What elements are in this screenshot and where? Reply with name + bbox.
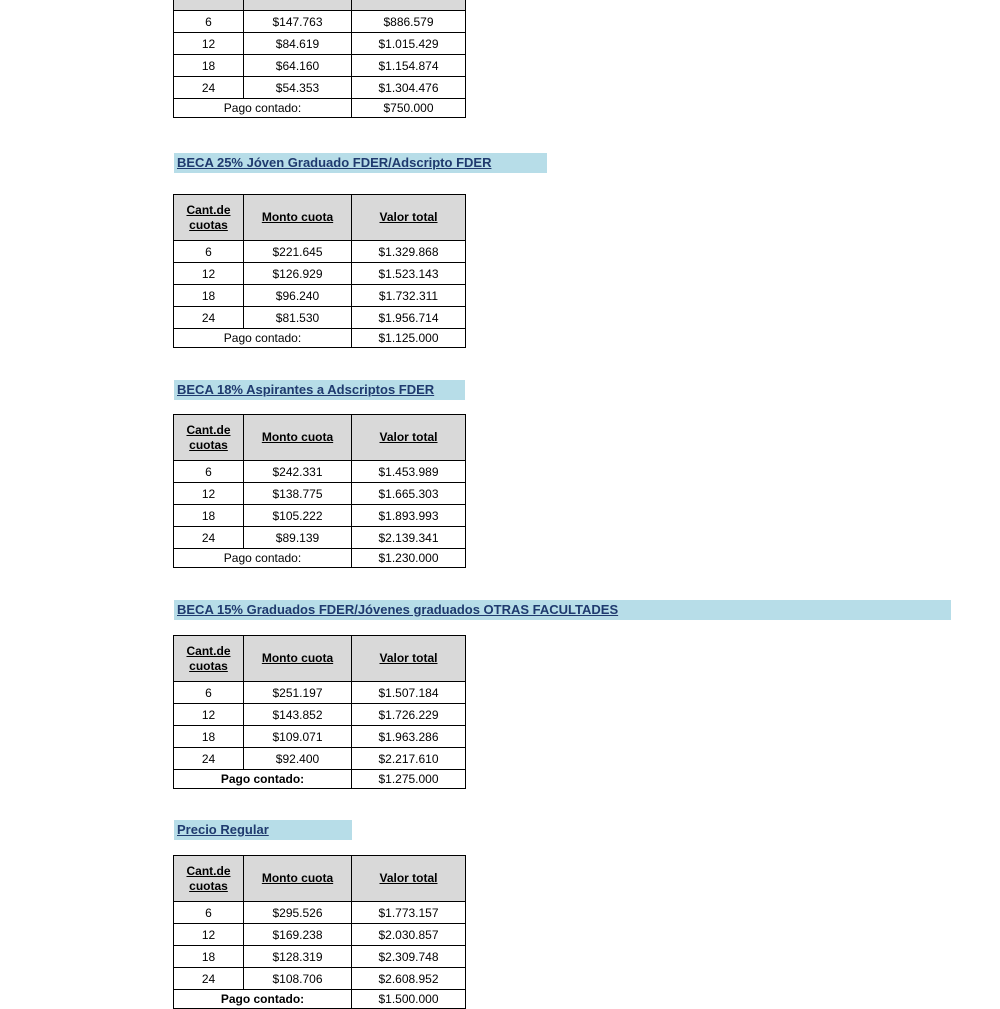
section-title xyxy=(174,153,547,173)
cell-monto: $89.139 xyxy=(244,527,352,549)
contado-value: $1.230.000 xyxy=(352,549,466,568)
cell-total: $1.304.476 xyxy=(352,77,466,99)
contado-label: Pago contado: xyxy=(174,549,352,568)
section-title xyxy=(174,380,465,400)
header-monto: Monto cuota xyxy=(244,856,352,902)
table-row xyxy=(174,946,466,968)
table-footer-row xyxy=(174,770,466,789)
price-table-0 xyxy=(173,0,466,118)
contado-value: $1.275.000 xyxy=(352,770,466,789)
header-cuotas: Cant.de cuotas xyxy=(174,415,244,461)
price-table-3 xyxy=(173,635,466,789)
table-footer-row xyxy=(174,990,466,1009)
cell-cuotas: 6 xyxy=(174,241,244,263)
cell-total: $886.579 xyxy=(352,11,466,33)
cell-cuotas: 24 xyxy=(174,968,244,990)
cell-total: $1.773.157 xyxy=(352,902,466,924)
header-cuotas xyxy=(174,0,244,11)
table-row xyxy=(174,527,466,549)
cell-total: $1.956.714 xyxy=(352,307,466,329)
contado-label: Pago contado: xyxy=(174,990,352,1009)
table-row xyxy=(174,726,466,748)
cell-cuotas: 18 xyxy=(174,946,244,968)
cell-cuotas: 6 xyxy=(174,682,244,704)
cell-total: $1.893.993 xyxy=(352,505,466,527)
header-monto xyxy=(244,0,352,11)
cell-total: $2.030.857 xyxy=(352,924,466,946)
table-row xyxy=(174,483,466,505)
table-row xyxy=(174,902,466,924)
table-footer-row xyxy=(174,99,466,118)
cell-cuotas: 6 xyxy=(174,461,244,483)
cell-monto: $295.526 xyxy=(244,902,352,924)
section-title-text: BECA 25% Jóven Graduado FDER/Adscripto FDER xyxy=(177,155,492,170)
cell-monto: $242.331 xyxy=(244,461,352,483)
price-table-2 xyxy=(173,414,466,568)
contado-label: Pago contado: xyxy=(174,99,352,118)
table-row xyxy=(174,461,466,483)
table-header-row xyxy=(174,856,466,902)
cell-monto: $105.222 xyxy=(244,505,352,527)
cell-monto: $81.530 xyxy=(244,307,352,329)
contado-value: $750.000 xyxy=(352,99,466,118)
cell-cuotas: 12 xyxy=(174,263,244,285)
table-row xyxy=(174,263,466,285)
header-cuotas: Cant.de cuotas xyxy=(174,636,244,682)
cell-monto: $251.197 xyxy=(244,682,352,704)
cell-monto: $64.160 xyxy=(244,55,352,77)
cell-monto: $143.852 xyxy=(244,704,352,726)
header-total: Valor total xyxy=(352,856,466,902)
cell-cuotas: 12 xyxy=(174,704,244,726)
cell-cuotas: 6 xyxy=(174,902,244,924)
table-row xyxy=(174,704,466,726)
cell-cuotas: 12 xyxy=(174,924,244,946)
cell-total: $1.154.874 xyxy=(352,55,466,77)
section-title xyxy=(174,820,352,840)
table-row xyxy=(174,307,466,329)
cell-total: $1.507.184 xyxy=(352,682,466,704)
cell-cuotas: 24 xyxy=(174,77,244,99)
header-total: Valor total xyxy=(352,415,466,461)
price-table-4 xyxy=(173,855,466,1009)
cell-cuotas: 12 xyxy=(174,483,244,505)
section-title xyxy=(174,600,951,620)
contado-label: Pago contado: xyxy=(174,329,352,348)
cell-monto: $147.763 xyxy=(244,11,352,33)
cell-total: $1.963.286 xyxy=(352,726,466,748)
table-row xyxy=(174,682,466,704)
table-footer-row xyxy=(174,549,466,568)
section-title-text: BECA 18% Aspirantes a Adscriptos FDER xyxy=(177,382,435,397)
table-row xyxy=(174,285,466,307)
table-row xyxy=(174,11,466,33)
header-total: Valor total xyxy=(352,195,466,241)
cell-cuotas: 24 xyxy=(174,527,244,549)
table-header-row xyxy=(174,415,466,461)
table-row xyxy=(174,924,466,946)
cell-monto: $126.929 xyxy=(244,263,352,285)
table-row xyxy=(174,241,466,263)
table-header-row xyxy=(174,0,466,11)
contado-value: $1.500.000 xyxy=(352,990,466,1009)
header-monto: Monto cuota xyxy=(244,195,352,241)
cell-total: $2.608.952 xyxy=(352,968,466,990)
cell-total: $1.665.303 xyxy=(352,483,466,505)
contado-value: $1.125.000 xyxy=(352,329,466,348)
table-header-row xyxy=(174,636,466,682)
table-row xyxy=(174,505,466,527)
header-total xyxy=(352,0,466,11)
cell-total: $1.453.989 xyxy=(352,461,466,483)
section-title-text: BECA 15% Graduados FDER/Jóvenes graduados OTRAS FACULTADES xyxy=(177,602,619,617)
cell-total: $1.329.868 xyxy=(352,241,466,263)
cell-total: $1.726.229 xyxy=(352,704,466,726)
cell-monto: $128.319 xyxy=(244,946,352,968)
cell-cuotas: 24 xyxy=(174,307,244,329)
cell-cuotas: 18 xyxy=(174,726,244,748)
table-header-row xyxy=(174,195,466,241)
header-cuotas: Cant.de cuotas xyxy=(174,195,244,241)
price-table-1 xyxy=(173,194,466,348)
header-cuotas: Cant.de cuotas xyxy=(174,856,244,902)
contado-label: Pago contado: xyxy=(174,770,352,789)
table-row xyxy=(174,748,466,770)
table-row xyxy=(174,77,466,99)
cell-monto: $221.645 xyxy=(244,241,352,263)
cell-monto: $84.619 xyxy=(244,33,352,55)
cell-total: $1.015.429 xyxy=(352,33,466,55)
header-monto: Monto cuota xyxy=(244,636,352,682)
cell-cuotas: 24 xyxy=(174,748,244,770)
cell-cuotas: 12 xyxy=(174,33,244,55)
section-title-text: Precio Regular xyxy=(177,822,269,837)
table-row xyxy=(174,33,466,55)
header-total: Valor total xyxy=(352,636,466,682)
header-monto: Monto cuota xyxy=(244,415,352,461)
table-row xyxy=(174,968,466,990)
cell-total: $1.732.311 xyxy=(352,285,466,307)
cell-monto: $108.706 xyxy=(244,968,352,990)
cell-cuotas: 18 xyxy=(174,285,244,307)
cell-cuotas: 6 xyxy=(174,11,244,33)
cell-monto: $96.240 xyxy=(244,285,352,307)
cell-cuotas: 18 xyxy=(174,505,244,527)
cell-total: $2.217.610 xyxy=(352,748,466,770)
table-footer-row xyxy=(174,329,466,348)
cell-monto: $169.238 xyxy=(244,924,352,946)
cell-total: $2.139.341 xyxy=(352,527,466,549)
table-row xyxy=(174,55,466,77)
cell-total: $1.523.143 xyxy=(352,263,466,285)
cell-monto: $138.775 xyxy=(244,483,352,505)
cell-cuotas: 18 xyxy=(174,55,244,77)
cell-monto: $109.071 xyxy=(244,726,352,748)
cell-monto: $54.353 xyxy=(244,77,352,99)
cell-monto: $92.400 xyxy=(244,748,352,770)
cell-total: $2.309.748 xyxy=(352,946,466,968)
